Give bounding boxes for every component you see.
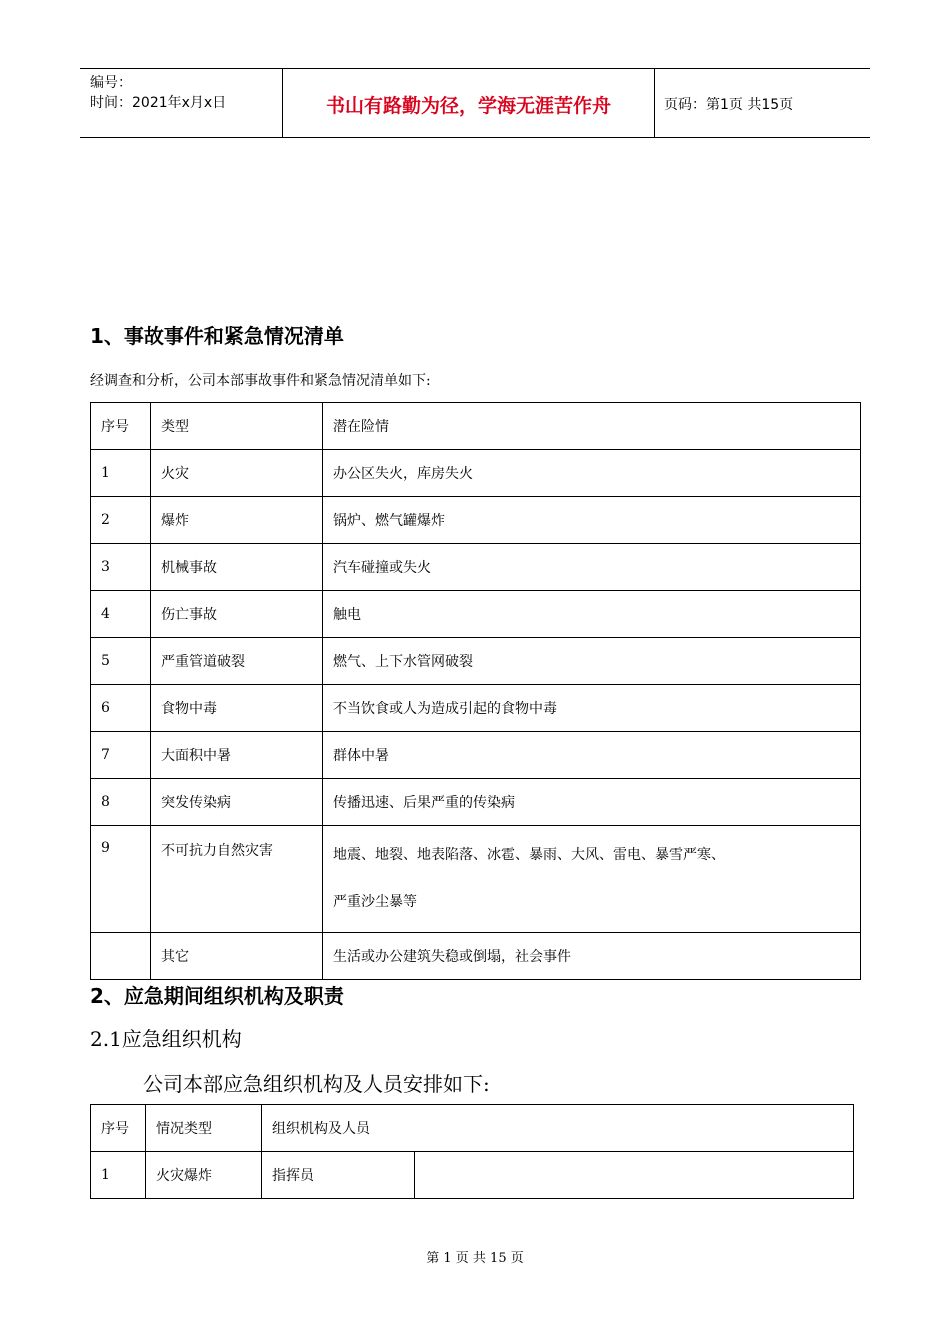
table-row (91, 497, 861, 544)
column-header: 序号 (91, 1105, 146, 1152)
row-type: 火灾爆炸 (146, 1152, 262, 1199)
row-type: 不可抗力自然灾害 (151, 826, 323, 933)
table-row (91, 732, 861, 779)
header-motto: 书山有路勤为径，学海无涯苦作舟 (325, 95, 611, 117)
row-index: 7 (91, 732, 151, 779)
row-risk: 触电 (323, 591, 861, 638)
row-risk-line: 地震、地裂、地表陷落、冰雹、暴雨、大风、雷电、暴雪严寒、 (333, 847, 725, 863)
header-divider (654, 69, 655, 137)
row-risk (323, 826, 861, 933)
table-row (91, 638, 861, 685)
row-risk: 传播迅速、后果严重的传染病 (323, 779, 861, 826)
column-header: 潜在险情 (323, 403, 861, 450)
row-index: 1 (91, 450, 151, 497)
table-row (91, 1152, 854, 1199)
organization-table (90, 1104, 854, 1199)
row-index: 6 (91, 685, 151, 732)
row-person (415, 1152, 854, 1199)
table-row (91, 685, 861, 732)
table-header-row (91, 403, 861, 450)
header-meta (90, 73, 226, 113)
column-header: 序号 (91, 403, 151, 450)
page-header (80, 68, 870, 138)
table-header-row (91, 1105, 854, 1152)
column-header: 类型 (151, 403, 323, 450)
section-2-lead: 公司本部应急组织机构及人员安排如下: (143, 1072, 490, 1096)
table-row (91, 779, 861, 826)
row-type: 机械事故 (151, 544, 323, 591)
section-1-intro: 经调查和分析，公司本部事故事件和紧急情况清单如下: (90, 373, 431, 389)
row-risk-line: 严重沙尘暴等 (333, 894, 417, 910)
table-row (91, 544, 861, 591)
row-risk: 办公区失火，库房失火 (323, 450, 861, 497)
row-type: 火灾 (151, 450, 323, 497)
row-index (91, 933, 151, 980)
column-header: 组织机构及人员 (262, 1105, 854, 1152)
row-risk: 不当饮食或人为造成引起的食物中毒 (323, 685, 861, 732)
column-header: 情况类型 (146, 1105, 262, 1152)
row-index: 9 (91, 826, 151, 933)
row-type: 严重管道破裂 (151, 638, 323, 685)
row-index: 8 (91, 779, 151, 826)
section-1-title: 1、事故事件和紧急情况清单 (90, 324, 344, 348)
row-type: 大面积中暑 (151, 732, 323, 779)
table-row (91, 591, 861, 638)
row-risk: 锅炉、燃气罐爆炸 (323, 497, 861, 544)
row-risk: 生活或办公建筑失稳或倒塌，社会事件 (323, 933, 861, 980)
page-footer: 第 1 页 共 15 页 (426, 1251, 524, 1266)
row-role: 指挥员 (262, 1152, 415, 1199)
row-index: 1 (91, 1152, 146, 1199)
incident-table (90, 402, 861, 980)
row-type: 其它 (151, 933, 323, 980)
row-index: 3 (91, 544, 151, 591)
row-type: 爆炸 (151, 497, 323, 544)
table-row (91, 933, 861, 980)
row-index: 5 (91, 638, 151, 685)
section-2-title: 2、应急期间组织机构及职责 (90, 984, 344, 1008)
section-2-subtitle: 2.1应急组织机构 (90, 1027, 242, 1051)
row-index: 2 (91, 497, 151, 544)
time-label: 时间：2021年x月x日 (90, 95, 227, 111)
table-row (91, 450, 861, 497)
row-risk: 燃气、上下水管网破裂 (323, 638, 861, 685)
row-type: 伤亡事故 (151, 591, 323, 638)
page-info: 页码：第1页 共15页 (664, 97, 794, 113)
row-type: 食物中毒 (151, 685, 323, 732)
number-label: 编号： (90, 75, 132, 91)
table-row (91, 826, 861, 933)
row-risk: 群体中暑 (323, 732, 861, 779)
row-index: 4 (91, 591, 151, 638)
row-type: 突发传染病 (151, 779, 323, 826)
row-risk: 汽车碰撞或失火 (323, 544, 861, 591)
